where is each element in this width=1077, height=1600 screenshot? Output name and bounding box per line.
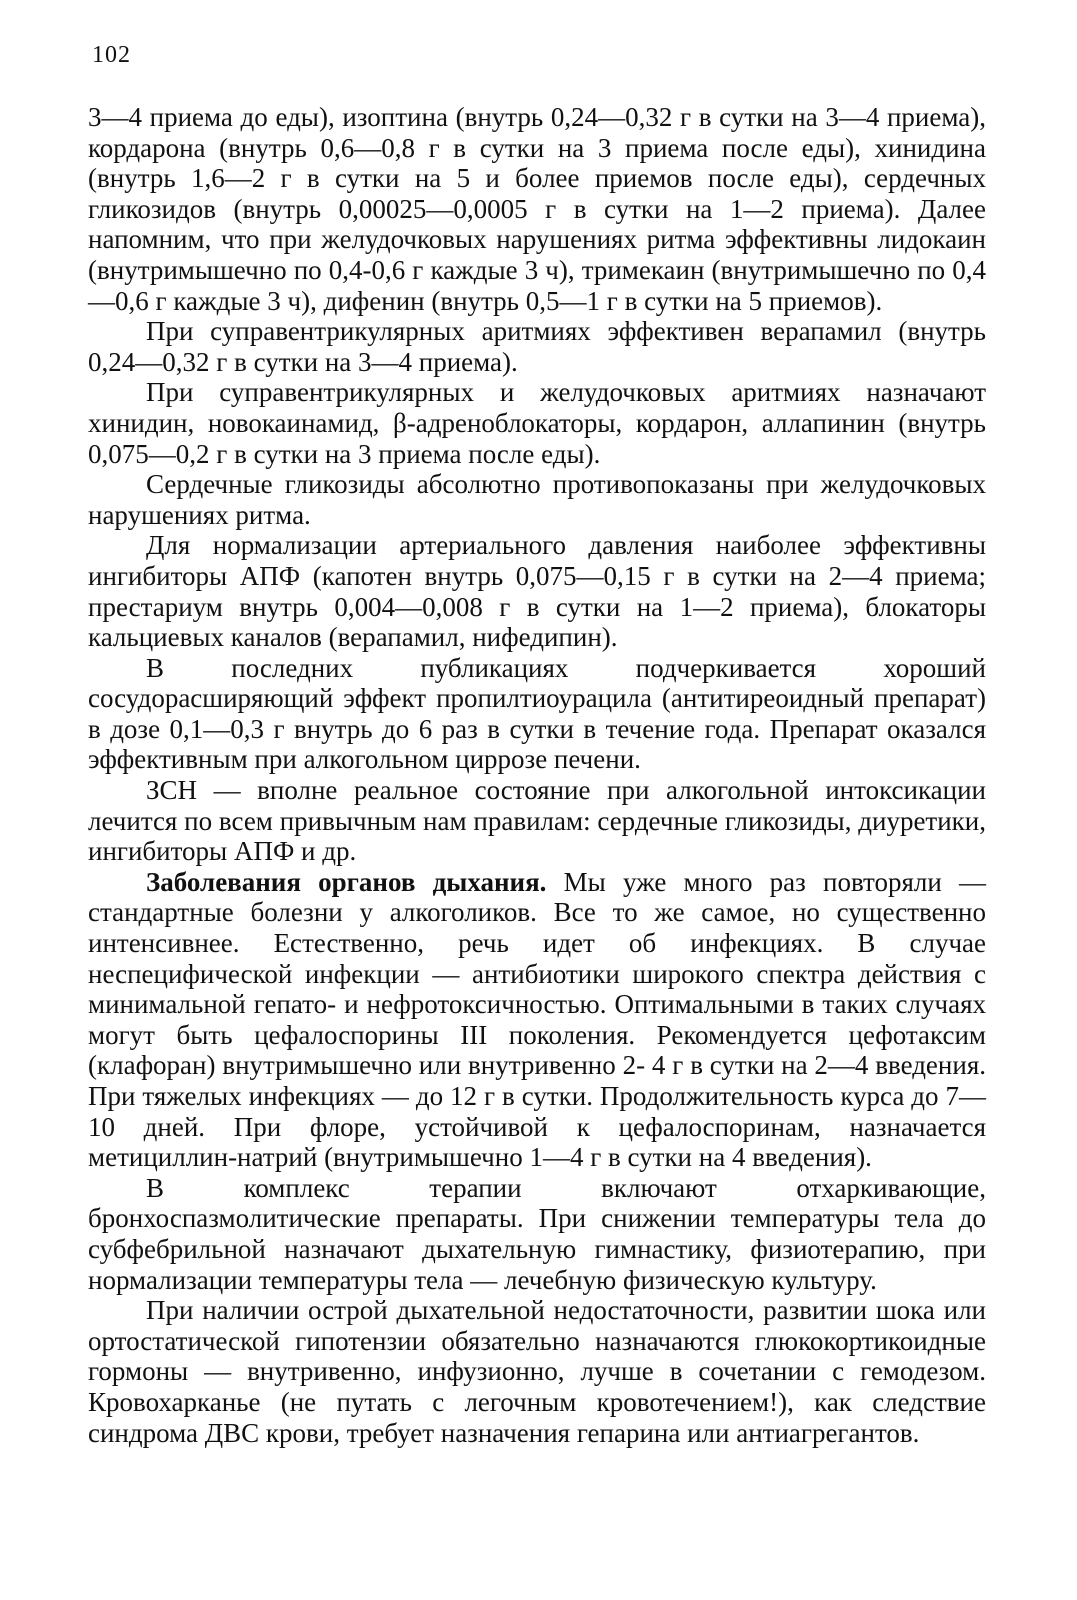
paragraph-6-text: В последних публикациях подчеркивается хороший сосудорасширяющий эффект пропилтиоурацила (антитиреоидный препарат) в дозе 0,1—0,3 г внутрь до 6 раз в сутки в течение года. Препарат оказался эффективным при алкогольном циррозе печени. [88, 652, 986, 775]
paragraph-8 [88, 867, 986, 1173]
paragraph-3-text: При суправентрикулярных и желудочковых аритмиях назначают хинидин, новокаинамид, β-адреноблокаторы, кордарон, аллапинин (внутрь 0,075—0,2 г в сутки на 3 приема после еды). [88, 377, 986, 469]
paragraph-5 [88, 530, 986, 652]
paragraph-3 [88, 377, 986, 469]
paragraph-7-text: ЗСН — вполне реальное состояние при алкогольной интоксикации лечится по всем привычным нам правилам: сердечные гликозиды, диуретики, ингибиторы АПФ и др. [88, 775, 986, 867]
paragraph-1-text: 3—4 приема до еды), изоптина (внутрь 0,24—0,32 г в сутки на 3—4 приема), кордарона (внутрь 0,6—0,8 г в сутки на 3 приема после еды), хинидина (внутрь 1,6—2 г в сутки на 5 и более приемов после еды), сердечных гликозидов (внутрь 0,00025—0,0005 г в сутки на 1—2 приема). Далее напомним, что при желудочковых нарушениях ритма эффективны лидокаин (внутримышечно по 0,4-0,6 г каждые 3 ч), тримекаин (внутримышечно по 0,4—0,6 г каждые 3 ч), дифенин (внутрь 0,5—1 г в сутки на 5 приемов). [88, 102, 986, 316]
paragraph-4 [88, 469, 986, 530]
paragraph-2 [88, 316, 986, 377]
paragraph-5-text: Для нормализации артериального давления наиболее эффективны ингибиторы АПФ (капотен внутрь 0,075—0,15 г в сутки на 2—4 приема; престариум внутрь 0,004—0,008 г в сутки на 1—2 приема), блокаторы кальциевых каналов (верапамил, нифедипин). [88, 530, 986, 653]
page-number: 102 [92, 42, 131, 68]
paragraph-10-text: При наличии острой дыхательной недостаточности, развитии шока или ортостатической гипотензии обязательно назначаются глюкокортикоидные гормоны — внутривенно, инфузионно, лучше в сочетании с гемодезом. Кровохарканье (не путать с легочным кровотечением!), как следствие синдрома ДВС крови, требует назначения гепарина или антиагрегантов. [88, 1295, 986, 1448]
paragraph-9-text: В комплекс терапии включают отхаркивающие, бронхоспазмолитические препараты. При снижении температуры тела до субфебрильной назначают дыхательную гимнастику, физиотерапию, при нормализации температуры тела — лечебную физическую культуру. [88, 1172, 986, 1295]
section-heading-respiratory: Заболевания органов дыхания. [146, 866, 547, 897]
body-text [88, 102, 986, 1448]
paragraph-9 [88, 1173, 986, 1295]
paragraph-2-text: При суправентрикулярных аритмиях эффективен верапамил (внутрь 0,24—0,32 г в сутки на 3—4 приема). [88, 316, 986, 377]
paragraph-6 [88, 653, 986, 775]
paragraph-4-text: Сердечные гликозиды абсолютно противопоказаны при желудочковых нарушениях ритма. [88, 469, 986, 530]
paragraph-8-text: Мы уже много раз повторяли — стандартные болезни у алкоголиков. Все то же самое, но существенно интенсивнее. Естественно, речь идет об инфекциях. В случае неспецифической инфекции — антибиотики широкого спектра действия с минимальной гепато- и нефротоксичностью. Оптимальными в таких случаях могут быть цефалоспорины III поколения. Рекомендуется цефотаксим (клафоран) внутримышечно или внутривенно 2- 4 г в сутки на 2—4 введения. При тяжелых инфекциях — до 12 г в сутки. Продолжительность курса до 7—10 дней. При флоре, устойчивой к цефалоспоринам, назначается метициллин-натрий (внутримышечно 1—4 г в сутки на 4 введения). [88, 866, 986, 1173]
paragraph-10 [88, 1295, 986, 1448]
paragraph-1 [88, 102, 986, 316]
paragraph-7 [88, 775, 986, 867]
